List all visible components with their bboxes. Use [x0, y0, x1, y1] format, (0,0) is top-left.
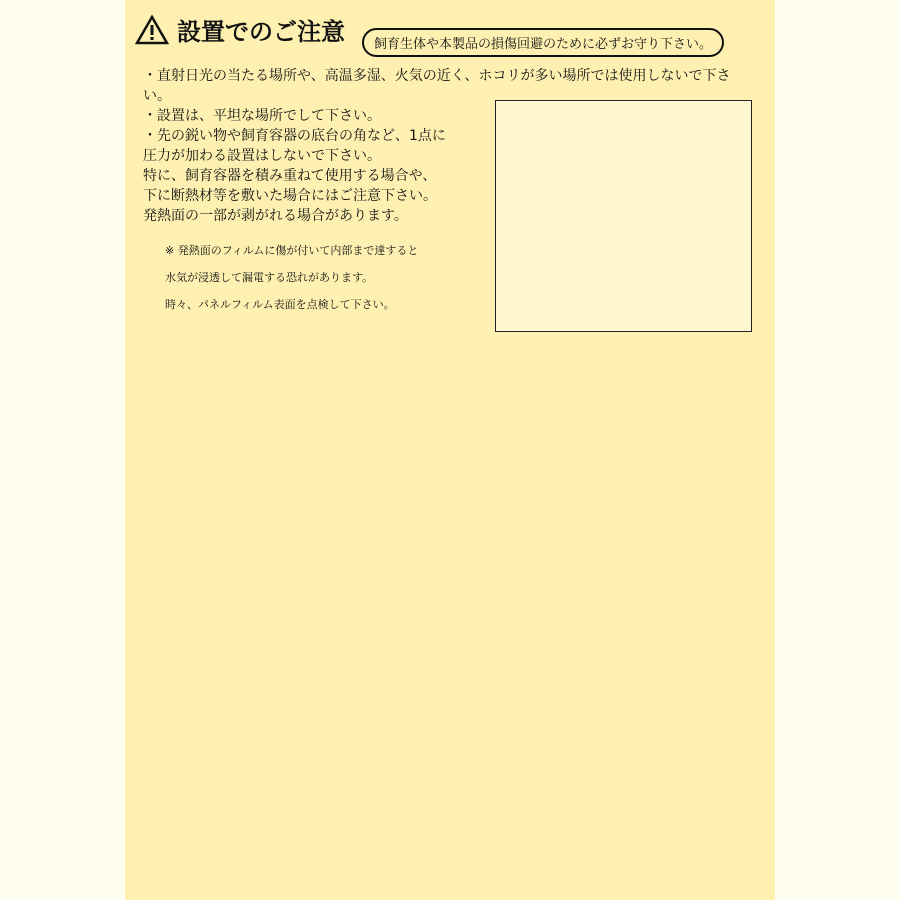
- note-line: 時々、パネルフィルム表面を点検して下さい。: [165, 298, 395, 311]
- list-item: ・設置は、平坦な場所でして下さい。: [143, 108, 381, 124]
- list-item: 下に断熱材等を敷いた場合にはご注意下さい。: [143, 188, 437, 204]
- pressure-diagram: [495, 100, 752, 332]
- list-item: 圧力が加わる設置はしないで下さい。: [143, 148, 381, 164]
- list-item: 発熱面の一部が剥がれる場合があります。: [143, 208, 408, 224]
- list-item: 特に、飼育容器を積み重ねて使用する場合や、: [143, 168, 437, 184]
- setup-title: 設置でのご注意: [177, 18, 345, 46]
- setup-header: [135, 12, 345, 47]
- note-line: 水気が浸透して漏電する恐れがあります。: [165, 271, 374, 284]
- list-item: ・直射日光の当たる場所や、高温多湿、火気の近く、ホコリが多い場所では使用しないで下さい。: [143, 68, 731, 104]
- list-item: ・先の鋭い物や飼育容器の底台の角など、1点に: [143, 128, 446, 144]
- note-line: ※ 発熱面のフィルムに傷が付いて内部まで達すると: [165, 244, 419, 257]
- warning-icon: [135, 15, 169, 45]
- setup-subtitle: 飼育生体や本製品の損傷回避のために必ずお守り下さい。: [362, 28, 724, 57]
